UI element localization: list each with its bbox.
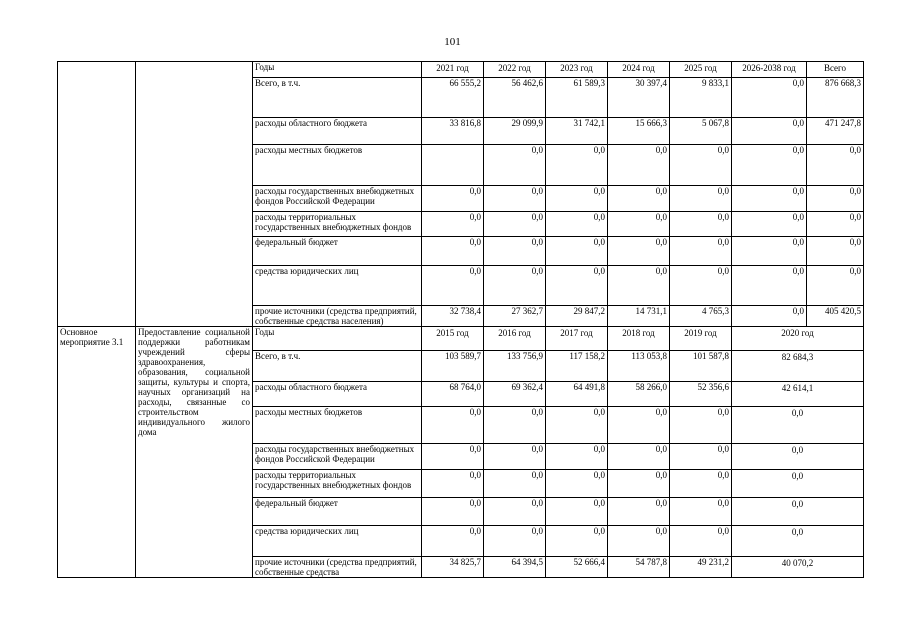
- value-cell: 15 666,3: [608, 118, 670, 145]
- row-label: расходы местных бюджетов: [253, 145, 422, 186]
- value-cell: 0,0: [546, 212, 608, 237]
- value-cell: 103 589,7: [422, 351, 484, 382]
- value-cell: 0,0: [484, 145, 546, 186]
- value-cell: 0,0: [422, 212, 484, 237]
- value-cell: 405 420,5: [807, 306, 864, 327]
- year-header: 2021 год: [422, 62, 484, 78]
- row-label: расходы местных бюджетов: [253, 407, 422, 444]
- value-cell: 0,0: [732, 470, 864, 498]
- years-label: Годы: [253, 62, 422, 78]
- value-cell: 64 394,5: [484, 557, 546, 578]
- value-cell: 9 833,1: [670, 78, 732, 118]
- value-cell: 68 764,0: [422, 382, 484, 407]
- year-header: 2024 год: [608, 62, 670, 78]
- value-cell: 30 397,4: [608, 78, 670, 118]
- value-cell: 0,0: [608, 444, 670, 470]
- value-cell: 101 587,8: [670, 351, 732, 382]
- value-cell: 0,0: [732, 78, 807, 118]
- value-cell: 0,0: [807, 212, 864, 237]
- value-cell: 52 356,6: [670, 382, 732, 407]
- row-label: расходы территориальных государственных внебюджетных фондов: [253, 212, 422, 237]
- value-cell: 0,0: [608, 407, 670, 444]
- value-cell: 0,0: [732, 118, 807, 145]
- value-cell: 5 067,8: [670, 118, 732, 145]
- value-cell: 0,0: [670, 266, 732, 306]
- value-cell: 0,0: [608, 470, 670, 498]
- value-cell: 82 684,3: [732, 351, 864, 382]
- value-cell: 0,0: [807, 266, 864, 306]
- row-label: федеральный бюджет: [253, 498, 422, 526]
- value-cell: 0,0: [422, 237, 484, 266]
- value-cell: 0,0: [608, 212, 670, 237]
- value-cell: 61 589,3: [546, 78, 608, 118]
- value-cell: 0,0: [546, 237, 608, 266]
- value-cell: 0,0: [732, 306, 807, 327]
- value-cell: 0,0: [546, 407, 608, 444]
- year-header: 2023 год: [546, 62, 608, 78]
- value-cell: 0,0: [546, 186, 608, 212]
- year-header: 2017 год: [546, 327, 608, 351]
- value-cell: 0,0: [608, 266, 670, 306]
- row-label: прочие источники (средства предприятий, собственные средства: [253, 557, 422, 578]
- value-cell: 113 053,8: [608, 351, 670, 382]
- value-cell: 0,0: [670, 237, 732, 266]
- year-header: 2022 год: [484, 62, 546, 78]
- value-cell: 40 070,2: [732, 557, 864, 578]
- value-cell: 0,0: [484, 470, 546, 498]
- value-cell: 69 362,4: [484, 382, 546, 407]
- value-cell: 64 491,8: [546, 382, 608, 407]
- value-cell: 27 362,7: [484, 306, 546, 327]
- value-cell: 0,0: [807, 186, 864, 212]
- value-cell: 0,0: [807, 145, 864, 186]
- value-cell: 0,0: [484, 237, 546, 266]
- row-label: расходы областного бюджета: [253, 118, 422, 145]
- row-label: Всего, в т.ч.: [253, 78, 422, 118]
- row-label: расходы государственных внебюджетных фондов Российской Федерации: [253, 444, 422, 470]
- page-number: 101: [444, 36, 461, 48]
- year-header: 2018 год: [608, 327, 670, 351]
- value-cell: 29 099,9: [484, 118, 546, 145]
- value-cell: 0,0: [670, 186, 732, 212]
- value-cell: 0,0: [732, 407, 864, 444]
- row-label: расходы территориальных государственных внебюджетных фондов: [253, 470, 422, 498]
- funding-table: [57, 61, 864, 578]
- value-cell: 0,0: [422, 407, 484, 444]
- row-label: расходы областного бюджета: [253, 382, 422, 407]
- value-cell: 58 266,0: [608, 382, 670, 407]
- value-cell: 0,0: [484, 526, 546, 557]
- year-header: 2025 год: [670, 62, 732, 78]
- value-cell: 0,0: [484, 266, 546, 306]
- row-label: федеральный бюджет: [253, 237, 422, 266]
- value-cell: 29 847,2: [546, 306, 608, 327]
- value-cell: 49 231,2: [670, 557, 732, 578]
- value-cell: 42 614,1: [732, 382, 864, 407]
- value-cell: 0,0: [608, 237, 670, 266]
- value-cell: 0,0: [608, 186, 670, 212]
- value-cell: 0,0: [732, 266, 807, 306]
- value-cell: 0,0: [670, 470, 732, 498]
- value-cell: 0,0: [670, 526, 732, 557]
- value-cell: 0,0: [732, 237, 807, 266]
- value-cell: 0,0: [670, 444, 732, 470]
- value-cell: 32 738,4: [422, 306, 484, 327]
- value-cell: 0,0: [732, 186, 807, 212]
- value-cell: 0,0: [484, 212, 546, 237]
- value-cell: 0,0: [608, 498, 670, 526]
- event-name: Основное мероприятие 3.1: [58, 327, 136, 578]
- value-cell: 0,0: [484, 407, 546, 444]
- year-header: 2026-2038 год: [732, 62, 807, 78]
- year-header: 2015 год: [422, 327, 484, 351]
- value-cell: 66 555,2: [422, 78, 484, 118]
- value-cell: 52 666,4: [546, 557, 608, 578]
- years-header-row: [58, 62, 864, 78]
- value-cell: 0,0: [670, 407, 732, 444]
- year-header: 2019 год: [670, 327, 732, 351]
- value-cell: 0,0: [422, 186, 484, 212]
- value-cell: 0,0: [422, 444, 484, 470]
- value-cell: 0,0: [670, 212, 732, 237]
- value-cell: 0,0: [670, 145, 732, 186]
- value-cell: 0,0: [732, 526, 864, 557]
- value-cell: 0,0: [670, 498, 732, 526]
- value-cell: 0,0: [422, 266, 484, 306]
- year-header: 2020 год: [732, 327, 864, 351]
- row-label: средства юридических лиц: [253, 266, 422, 306]
- value-cell: 0,0: [546, 145, 608, 186]
- value-cell: 0,0: [546, 266, 608, 306]
- value-cell: 14 731,1: [608, 306, 670, 327]
- value-cell: 0,0: [732, 212, 807, 237]
- year-header: Всего: [807, 62, 864, 78]
- event-description: Предоставление социальной поддержки работникам учреждений сферы здравоохранения, образования, социальной защиты, культуры и спорта, научных организаций на расходы, связанные со строительством индивидуального жилого дома: [136, 327, 253, 578]
- value-cell: 0,0: [807, 237, 864, 266]
- value-cell: 0,0: [732, 498, 864, 526]
- value-cell: 117 158,2: [546, 351, 608, 382]
- value-cell: 0,0: [608, 145, 670, 186]
- years-label: Годы: [253, 327, 422, 351]
- value-cell: 0,0: [422, 526, 484, 557]
- value-cell: 876 668,3: [807, 78, 864, 118]
- year-header: 2016 год: [484, 327, 546, 351]
- value-cell: 0,0: [732, 145, 807, 186]
- value-cell: 133 756,9: [484, 351, 546, 382]
- row-label: Всего, в т.ч.: [253, 351, 422, 382]
- value-cell: 0,0: [546, 526, 608, 557]
- row-label: расходы государственных внебюджетных фондов Российской Федерации: [253, 186, 422, 212]
- value-cell: 34 825,7: [422, 557, 484, 578]
- event-description-cell-empty: [136, 62, 253, 327]
- value-cell: 0,0: [422, 470, 484, 498]
- value-cell: 471 247,8: [807, 118, 864, 145]
- value-cell: 0,0: [608, 526, 670, 557]
- value-cell: 4 765,3: [670, 306, 732, 327]
- value-cell: 54 787,8: [608, 557, 670, 578]
- value-cell: 0,0: [732, 444, 864, 470]
- value-cell: 31 742,1: [546, 118, 608, 145]
- value-cell: 0,0: [484, 186, 546, 212]
- value-cell: 0,0: [546, 444, 608, 470]
- value-cell: 0,0: [546, 470, 608, 498]
- value-cell: 33 816,8: [422, 118, 484, 145]
- row-label: прочие источники (средства предприятий, собственные средства населения): [253, 306, 422, 327]
- value-cell: 0,0: [422, 498, 484, 526]
- event-name-cell-empty: [58, 62, 136, 327]
- value-cell: 0,0: [546, 498, 608, 526]
- value-cell: 56 462,6: [484, 78, 546, 118]
- row-label: средства юридических лиц: [253, 526, 422, 557]
- value-cell: 0,0: [484, 498, 546, 526]
- years-header-row: [58, 327, 864, 351]
- value-cell: [422, 145, 484, 186]
- value-cell: 0,0: [484, 444, 546, 470]
